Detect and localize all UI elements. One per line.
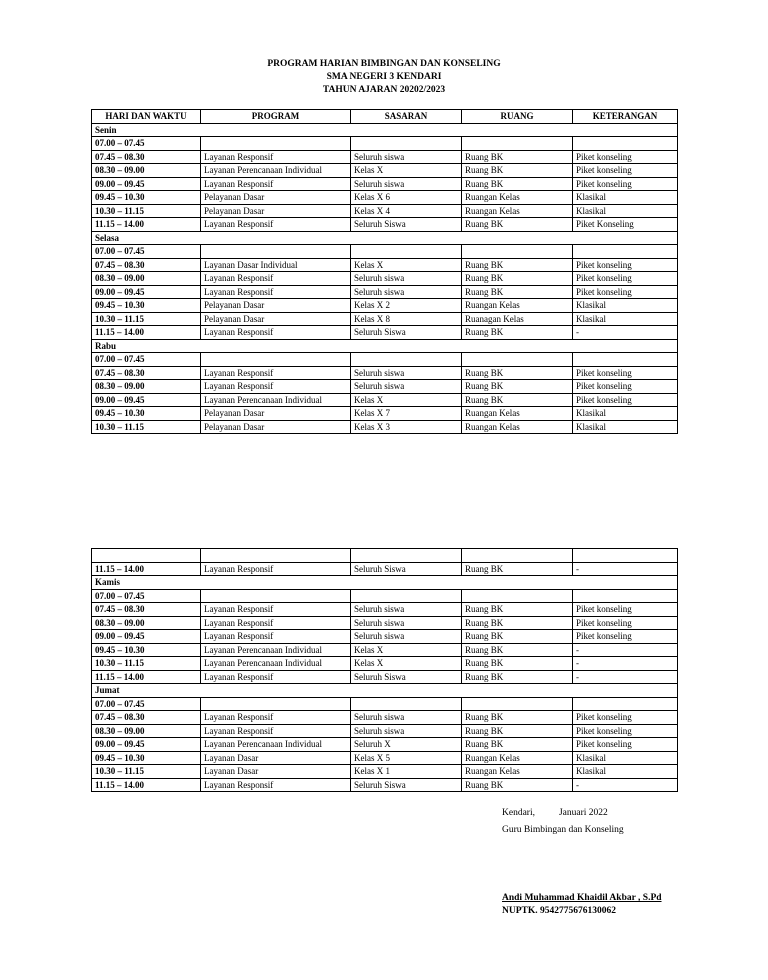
cell-room: Ruangan Kelas: [462, 751, 573, 765]
cell-time: 07.00 – 07.45: [92, 589, 201, 603]
cell-room: Ruang BK: [462, 380, 573, 394]
cell-room: Ruang BK: [462, 258, 573, 272]
cell-program: [201, 549, 351, 563]
cell-program: Layanan Responsif: [201, 603, 351, 617]
table-row: [92, 616, 678, 630]
cell-target: Kelas X 6: [351, 191, 462, 205]
cell-notes: -: [573, 643, 678, 657]
cell-target: Seluruh siswa: [351, 630, 462, 644]
cell-time: [92, 549, 201, 563]
cell-time: 09.00 – 09.45: [92, 177, 201, 191]
column-header-target: SASARAN: [351, 110, 462, 124]
table-row: [92, 258, 678, 272]
cell-notes: Klasikal: [573, 299, 678, 313]
cell-time: 09.45 – 10.30: [92, 191, 201, 205]
cell-target: Kelas X 5: [351, 751, 462, 765]
cell-time: 11.15 – 14.00: [92, 778, 201, 792]
cell-program: [201, 589, 351, 603]
cell-target: [351, 697, 462, 711]
cell-notes: Piket Konseling: [573, 218, 678, 232]
cell-program: [201, 137, 351, 151]
table-row: [92, 657, 678, 671]
cell-program: Layanan Responsif: [201, 670, 351, 684]
cell-target: Seluruh siswa: [351, 711, 462, 725]
cell-room: Ruang BK: [462, 670, 573, 684]
cell-program: Layanan Dasar: [201, 765, 351, 779]
cell-room: Ruang BK: [462, 218, 573, 232]
cell-time: 07.45 – 08.30: [92, 366, 201, 380]
cell-notes: -: [573, 778, 678, 792]
cell-room: Ruang BK: [462, 366, 573, 380]
cell-notes: -: [573, 670, 678, 684]
cell-target: Kelas X 3: [351, 420, 462, 434]
cell-notes: Klasikal: [573, 765, 678, 779]
cell-program: Layanan Responsif: [201, 380, 351, 394]
day-row: [92, 339, 678, 353]
table-row: [92, 765, 678, 779]
day-label: Rabu: [92, 339, 678, 353]
cell-time: 09.00 – 09.45: [92, 393, 201, 407]
cell-program: Layanan Responsif: [201, 218, 351, 232]
column-header-program: PROGRAM: [201, 110, 351, 124]
cell-program: Layanan Responsif: [201, 778, 351, 792]
table-row: [92, 562, 678, 576]
cell-notes: Piket konseling: [573, 724, 678, 738]
cell-room: Ruangan Kelas: [462, 420, 573, 434]
day-row: [92, 231, 678, 245]
table-row: [92, 177, 678, 191]
schedule-body-part-2: [92, 549, 678, 792]
cell-notes: [573, 245, 678, 259]
cell-notes: [573, 137, 678, 151]
cell-target: Seluruh siswa: [351, 366, 462, 380]
cell-time: 08.30 – 09.00: [92, 724, 201, 738]
table-header-row: [92, 110, 678, 124]
cell-notes: Klasikal: [573, 407, 678, 421]
cell-time: 10.30 – 11.15: [92, 657, 201, 671]
cell-time: 07.45 – 08.30: [92, 603, 201, 617]
cell-target: Kelas X 8: [351, 312, 462, 326]
cell-room: [462, 589, 573, 603]
cell-target: Seluruh Siswa: [351, 218, 462, 232]
cell-target: Seluruh siswa: [351, 380, 462, 394]
cell-program: [201, 245, 351, 259]
cell-notes: Piket konseling: [573, 164, 678, 178]
column-header-room: RUANG: [462, 110, 573, 124]
cell-program: Layanan Dasar: [201, 751, 351, 765]
cell-time: 09.45 – 10.30: [92, 407, 201, 421]
cell-target: Seluruh siswa: [351, 150, 462, 164]
cell-program: Layanan Responsif: [201, 150, 351, 164]
cell-room: Ruangan Kelas: [462, 191, 573, 205]
column-header-day-time: HARI DAN WAKTU: [92, 110, 201, 124]
cell-notes: [573, 549, 678, 563]
cell-room: Ruang BK: [462, 285, 573, 299]
cell-program: Layanan Responsif: [201, 711, 351, 725]
cell-room: Ruang BK: [462, 616, 573, 630]
cell-time: 07.45 – 08.30: [92, 150, 201, 164]
column-header-notes: KETERANGAN: [573, 110, 678, 124]
cell-target: Seluruh siswa: [351, 177, 462, 191]
cell-notes: Piket konseling: [573, 616, 678, 630]
document-header: [0, 58, 768, 97]
cell-time: 07.00 – 07.45: [92, 353, 201, 367]
cell-room: Ruang BK: [462, 272, 573, 286]
table-row: [92, 420, 678, 434]
cell-target: [351, 245, 462, 259]
schedule-body-part-1: [92, 123, 678, 434]
cell-program: Layanan Responsif: [201, 616, 351, 630]
table-row: [92, 137, 678, 151]
cell-room: Ruang BK: [462, 724, 573, 738]
cell-time: 09.00 – 09.45: [92, 630, 201, 644]
cell-time: 09.00 – 09.45: [92, 285, 201, 299]
cell-room: Ruang BK: [462, 164, 573, 178]
cell-notes: [573, 697, 678, 711]
cell-notes: Piket konseling: [573, 366, 678, 380]
cell-time: 10.30 – 11.15: [92, 204, 201, 218]
cell-notes: Piket konseling: [573, 603, 678, 617]
table-row: [92, 272, 678, 286]
cell-room: Ruang BK: [462, 326, 573, 340]
cell-room: Ruang BK: [462, 711, 573, 725]
table-row: [92, 326, 678, 340]
academic-year: TAHUN AJARAN 20202/2023: [322, 85, 446, 95]
table-row: [92, 150, 678, 164]
cell-time: 09.45 – 10.30: [92, 643, 201, 657]
cell-program: Layanan Perencanaan Individual: [201, 164, 351, 178]
cell-target: [351, 589, 462, 603]
table-row: [92, 630, 678, 644]
cell-program: [201, 353, 351, 367]
table-row: [92, 778, 678, 792]
cell-room: Ruang BK: [462, 177, 573, 191]
cell-time: 11.15 – 14.00: [92, 562, 201, 576]
signature-city: Kendari,: [502, 808, 535, 818]
cell-notes: Piket konseling: [573, 380, 678, 394]
cell-room: Ruang BK: [462, 562, 573, 576]
table-row: [92, 589, 678, 603]
cell-target: [351, 353, 462, 367]
table-row: [92, 285, 678, 299]
cell-notes: -: [573, 657, 678, 671]
cell-target: [351, 137, 462, 151]
cell-program: Layanan Responsif: [201, 366, 351, 380]
cell-time: 10.30 – 11.15: [92, 312, 201, 326]
cell-target: Kelas X: [351, 657, 462, 671]
day-row: [92, 576, 678, 590]
table-row: [92, 549, 678, 563]
cell-target: Seluruh siswa: [351, 603, 462, 617]
signature-role: Guru Bimbingan dan Konseling: [502, 825, 624, 835]
cell-target: Kelas X 7: [351, 407, 462, 421]
table-row: [92, 191, 678, 205]
cell-room: [462, 549, 573, 563]
table-row: [92, 353, 678, 367]
cell-target: [351, 549, 462, 563]
cell-target: Kelas X 1: [351, 765, 462, 779]
day-row: [92, 684, 678, 698]
table-row: [92, 697, 678, 711]
cell-room: Ruang BK: [462, 778, 573, 792]
cell-room: [462, 353, 573, 367]
cell-notes: Piket konseling: [573, 258, 678, 272]
cell-notes: Piket konseling: [573, 738, 678, 752]
cell-notes: [573, 353, 678, 367]
table-row: [92, 218, 678, 232]
cell-program: Pelayanan Dasar: [201, 312, 351, 326]
table-row: [92, 366, 678, 380]
cell-notes: Klasikal: [573, 312, 678, 326]
cell-target: Kelas X: [351, 258, 462, 272]
cell-program: Layanan Responsif: [201, 285, 351, 299]
cell-program: Layanan Responsif: [201, 326, 351, 340]
cell-program: Layanan Perencanaan Individual: [201, 393, 351, 407]
table-row: [92, 245, 678, 259]
cell-time: 08.30 – 09.00: [92, 380, 201, 394]
cell-notes: Klasikal: [573, 191, 678, 205]
day-label: Senin: [92, 123, 678, 137]
cell-room: Ruang BK: [462, 643, 573, 657]
cell-room: [462, 137, 573, 151]
cell-time: 07.00 – 07.45: [92, 697, 201, 711]
cell-target: Kelas X: [351, 164, 462, 178]
cell-notes: [573, 589, 678, 603]
schedule-table-page-part-1: [91, 109, 678, 434]
cell-notes: Piket konseling: [573, 393, 678, 407]
cell-room: Ruanagan Kelas: [462, 312, 573, 326]
cell-target: Kelas X: [351, 393, 462, 407]
cell-notes: Piket konseling: [573, 177, 678, 191]
table-row: [92, 711, 678, 725]
cell-program: Pelayanan Dasar: [201, 420, 351, 434]
cell-notes: Piket konseling: [573, 272, 678, 286]
cell-program: Pelayanan Dasar: [201, 407, 351, 421]
cell-target: Seluruh siswa: [351, 724, 462, 738]
cell-time: 09.45 – 10.30: [92, 299, 201, 313]
cell-program: Layanan Perencanaan Individual: [201, 643, 351, 657]
cell-program: Layanan Responsif: [201, 562, 351, 576]
cell-target: Seluruh siswa: [351, 616, 462, 630]
cell-program: Pelayanan Dasar: [201, 204, 351, 218]
table-row: [92, 204, 678, 218]
cell-target: Kelas X: [351, 643, 462, 657]
cell-target: Seluruh siswa: [351, 272, 462, 286]
cell-target: Seluruh Siswa: [351, 562, 462, 576]
cell-time: 07.45 – 08.30: [92, 258, 201, 272]
cell-time: 07.00 – 07.45: [92, 137, 201, 151]
cell-room: Ruangan Kelas: [462, 765, 573, 779]
table-row: [92, 670, 678, 684]
table-row: [92, 299, 678, 313]
cell-time: 08.30 – 09.00: [92, 164, 201, 178]
cell-time: 10.30 – 11.15: [92, 765, 201, 779]
signature-date: Januari 2022: [558, 808, 608, 818]
cell-room: Ruang BK: [462, 603, 573, 617]
table-row: [92, 164, 678, 178]
cell-program: Layanan Dasar Individual: [201, 258, 351, 272]
cell-target: Kelas X 2: [351, 299, 462, 313]
cell-time: 10.30 – 11.15: [92, 420, 201, 434]
table-row: [92, 312, 678, 326]
cell-notes: -: [573, 562, 678, 576]
cell-program: Pelayanan Dasar: [201, 191, 351, 205]
school-name: SMA NEGERI 3 KENDARI: [326, 72, 442, 82]
cell-room: Ruangan Kelas: [462, 407, 573, 421]
cell-time: 09.45 – 10.30: [92, 751, 201, 765]
cell-room: Ruangan Kelas: [462, 299, 573, 313]
cell-notes: Klasikal: [573, 751, 678, 765]
cell-time: 11.15 – 14.00: [92, 326, 201, 340]
cell-time: 08.30 – 09.00: [92, 616, 201, 630]
cell-target: Seluruh siswa: [351, 285, 462, 299]
cell-time: 09.00 – 09.45: [92, 738, 201, 752]
table-row: [92, 380, 678, 394]
cell-room: [462, 245, 573, 259]
signatory-name: Andi Muhammad Khaidil Akbar , S.Pd: [502, 893, 662, 903]
cell-program: Layanan Responsif: [201, 724, 351, 738]
cell-room: Ruang BK: [462, 630, 573, 644]
cell-notes: Piket konseling: [573, 711, 678, 725]
cell-program: [201, 697, 351, 711]
cell-target: Seluruh Siswa: [351, 326, 462, 340]
cell-time: 11.15 – 14.00: [92, 670, 201, 684]
day-row: [92, 123, 678, 137]
cell-time: 08.30 – 09.00: [92, 272, 201, 286]
cell-room: Ruang BK: [462, 150, 573, 164]
table-row: [92, 643, 678, 657]
table-row: [92, 407, 678, 421]
signature-place-date: [502, 807, 608, 820]
cell-notes: Klasikal: [573, 204, 678, 218]
cell-target: Seluruh Siswa: [351, 778, 462, 792]
cell-program: Layanan Responsif: [201, 177, 351, 191]
table-row: [92, 603, 678, 617]
cell-notes: Piket konseling: [573, 150, 678, 164]
schedule-table-page-part-2: [91, 548, 678, 792]
cell-room: Ruang BK: [462, 738, 573, 752]
day-label: Kamis: [92, 576, 678, 590]
cell-notes: -: [573, 326, 678, 340]
day-label: Jumat: [92, 684, 678, 698]
cell-program: Layanan Responsif: [201, 272, 351, 286]
cell-time: 11.15 – 14.00: [92, 218, 201, 232]
cell-program: Layanan Perencanaan Individual: [201, 738, 351, 752]
signatory-id-number: NUPTK. 9542775676130062: [502, 906, 616, 916]
table-row: [92, 738, 678, 752]
document-title: PROGRAM HARIAN BIMBINGAN DAN KONSELING: [267, 59, 501, 69]
cell-target: Seluruh X: [351, 738, 462, 752]
cell-time: 07.45 – 08.30: [92, 711, 201, 725]
cell-target: Seluruh Siswa: [351, 670, 462, 684]
cell-room: [462, 697, 573, 711]
table-row: [92, 393, 678, 407]
day-label: Selasa: [92, 231, 678, 245]
cell-room: Ruang BK: [462, 657, 573, 671]
cell-room: Ruang BK: [462, 393, 573, 407]
cell-target: Kelas X 4: [351, 204, 462, 218]
cell-time: 07.00 – 07.45: [92, 245, 201, 259]
cell-program: Layanan Responsif: [201, 630, 351, 644]
cell-program: Layanan Perencanaan Individual: [201, 657, 351, 671]
table-row: [92, 751, 678, 765]
cell-notes: Klasikal: [573, 420, 678, 434]
cell-program: Pelayanan Dasar: [201, 299, 351, 313]
table-row: [92, 724, 678, 738]
cell-notes: Piket konseling: [573, 285, 678, 299]
cell-room: Ruangan Kelas: [462, 204, 573, 218]
cell-notes: Piket konseling: [573, 630, 678, 644]
